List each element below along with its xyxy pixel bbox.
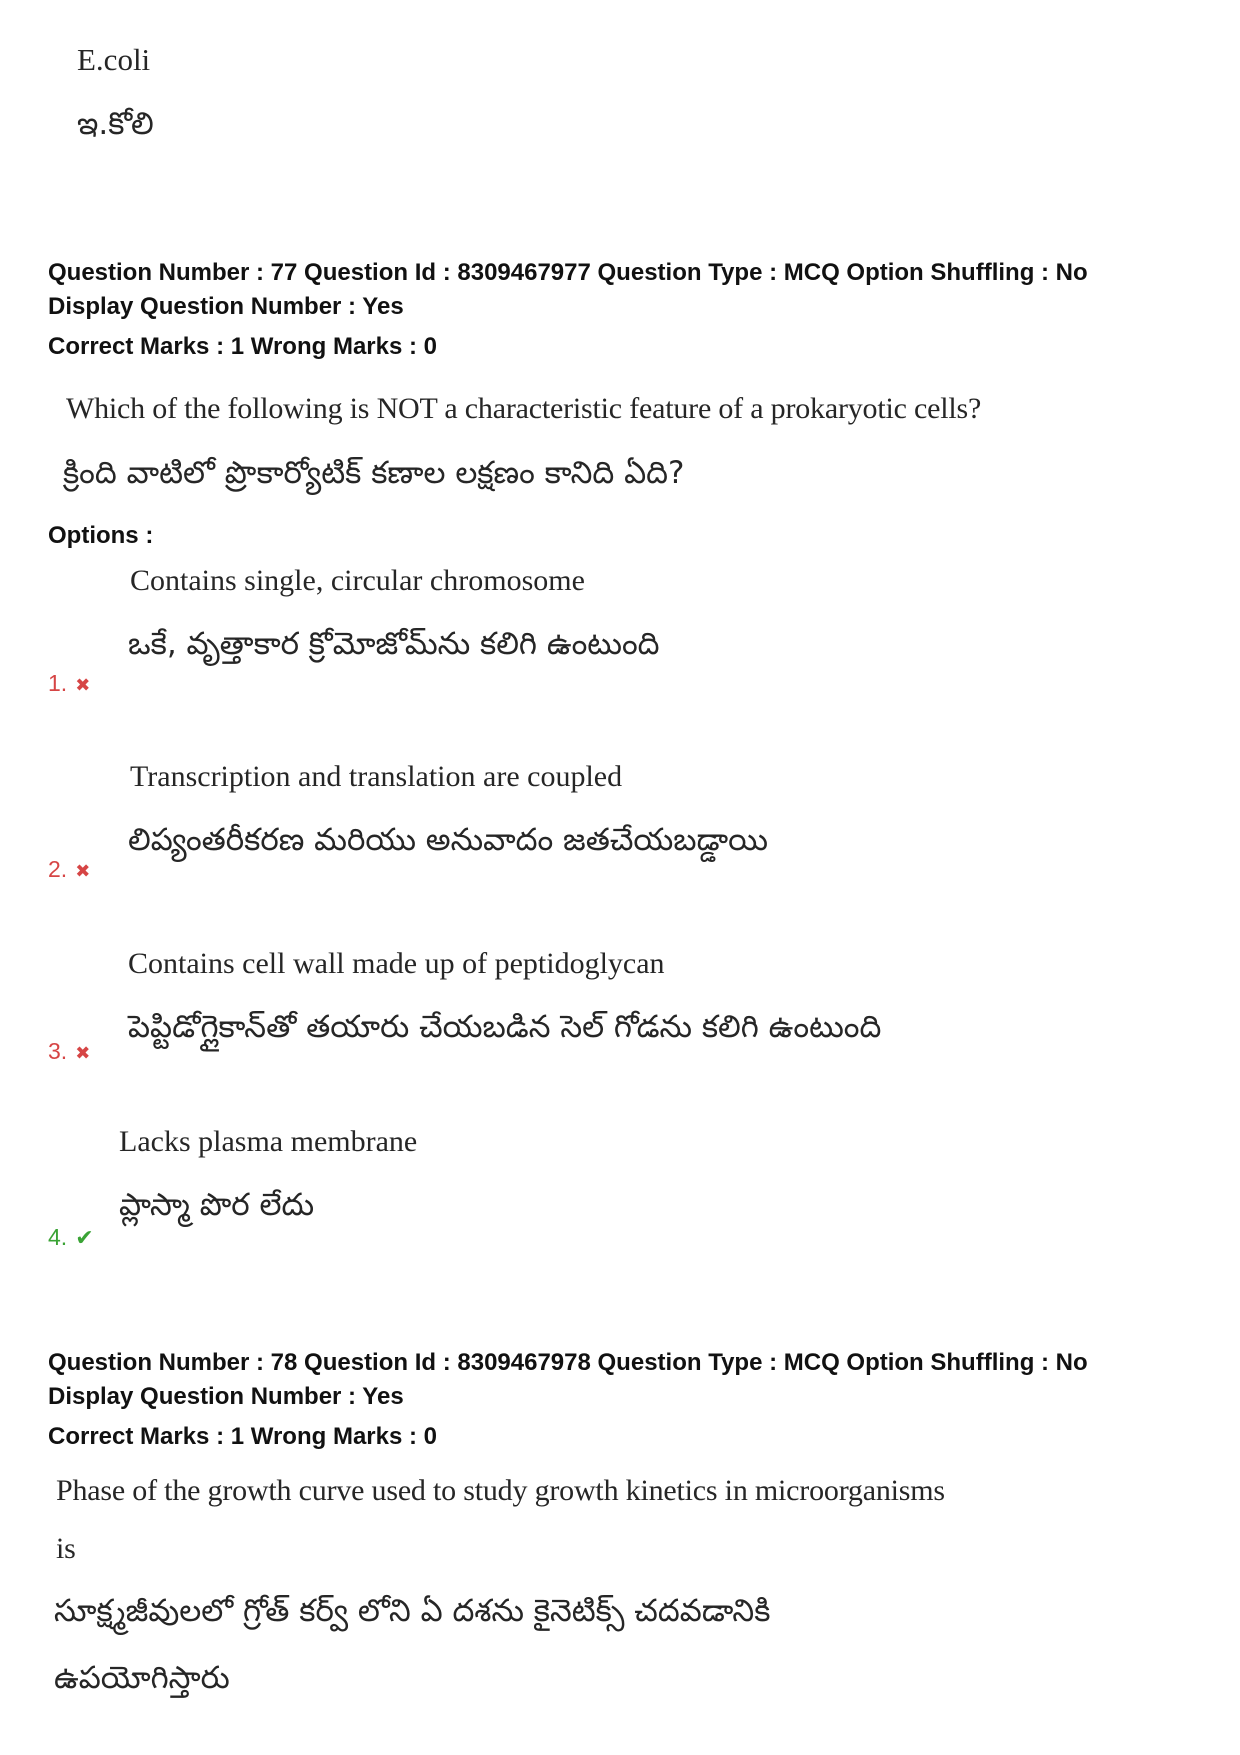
q77-option-1-number — [48, 670, 90, 697]
cross-mark-icon: ✖ — [75, 675, 91, 695]
q78-question-english-line1: Phase of the growth curve used to study growth kinetics in microorganisms — [56, 1474, 945, 1507]
q78-question-telugu-line2: ఉపయోగిస్తారు — [54, 1660, 230, 1696]
q77-option-4-telugu[interactable]: ప్లాస్మా పొర లేదు — [119, 1187, 315, 1223]
q77-option-2-english[interactable]: Transcription and translation are coupled — [130, 760, 623, 793]
q78-meta-line2: Display Question Number : Yes — [48, 1383, 404, 1410]
q77-option-2-number — [48, 856, 90, 883]
q77-meta-line1: Question Number : 77 Question Id : 8309467977 Question Type : MCQ Option Shuffling : No — [48, 259, 1088, 286]
q77-option-3-telugu[interactable]: పెప్టిడోగ్లైకాన్‌తో తయారు చేయబడిన సెల్ గోడను కలిగి ఉంటుంది — [128, 1009, 882, 1045]
option-number: 2. — [48, 856, 68, 882]
q77-option-4-number — [48, 1224, 94, 1251]
check-mark-icon: ✔ — [75, 1225, 94, 1250]
q77-option-4-english[interactable]: Lacks plasma membrane — [119, 1125, 418, 1158]
q78-meta-line1: Question Number : 78 Question Id : 8309467978 Question Type : MCQ Option Shuffling : No — [48, 1349, 1088, 1376]
q77-question-english: Which of the following is NOT a characteristic feature of a prokaryotic cells? — [66, 392, 982, 425]
q77-marks: Correct Marks : 1 Wrong Marks : 0 — [48, 333, 438, 360]
q78-question-english-line2: is — [56, 1532, 76, 1565]
option-number: 3. — [48, 1038, 68, 1064]
prev-option-telugu: ఇ.కోలి — [77, 106, 154, 142]
option-number: 1. — [48, 670, 68, 696]
q77-meta-line2: Display Question Number : Yes — [48, 293, 404, 320]
q78-marks: Correct Marks : 1 Wrong Marks : 0 — [48, 1423, 438, 1450]
q77-option-3-english[interactable]: Contains cell wall made up of peptidoglycan — [128, 947, 665, 980]
q77-question-telugu: క్రింది వాటిలో ప్రొకార్యోటిక్ కణాల లక్షణం కానిది ఏది? — [63, 455, 685, 491]
option-number: 4. — [48, 1224, 68, 1250]
q77-option-1-english[interactable]: Contains single, circular chromosome — [130, 564, 585, 597]
q78-question-telugu-line1: సూక్ష్మజీవులలో గ్రోత్ కర్వ్ లోని ఏ దశను కైనెటిక్స్ చదవడానికి — [54, 1593, 771, 1629]
q77-option-2-telugu[interactable]: లిప్యంతరీకరణ మరియు అనువాదం జతచేయబడ్డాయి — [128, 822, 768, 858]
q77-option-3-number — [48, 1038, 90, 1065]
cross-mark-icon: ✖ — [75, 1043, 91, 1063]
cross-mark-icon: ✖ — [75, 861, 91, 881]
prev-option-english: E.coli — [77, 42, 151, 77]
q77-option-1-telugu[interactable]: ఒకే, వృత్తాకార క్రోమోజోమ్‌ను కలిగి ఉంటుంది — [128, 626, 660, 662]
q77-options-label: Options : — [48, 522, 154, 549]
